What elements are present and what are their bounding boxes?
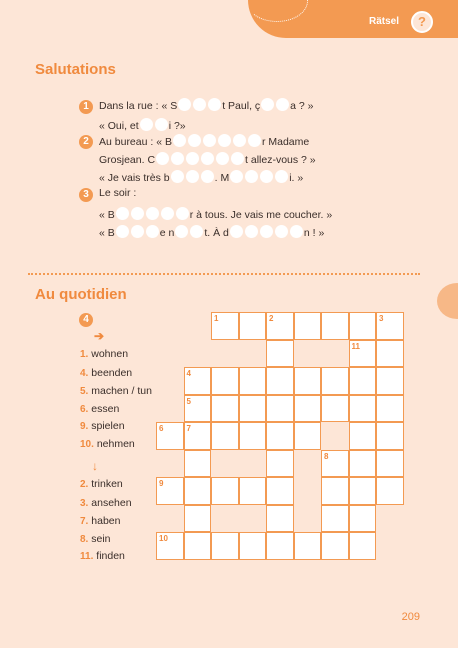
section-title-quotidien: Au quotidien: [35, 286, 127, 303]
blank-letter-slot[interactable]: [190, 225, 203, 238]
crossword-cell[interactable]: [376, 395, 404, 423]
blank-letter-slot[interactable]: [171, 152, 184, 165]
sentence-line: « Oui, et i ?»: [99, 120, 186, 132]
crossword-cell[interactable]: [184, 505, 212, 533]
blank-letter-slot[interactable]: [290, 225, 303, 238]
crossword-cell[interactable]: [266, 367, 294, 395]
exercise-number: 4: [79, 313, 93, 327]
crossword-cell[interactable]: [376, 477, 404, 505]
page-number: 209: [401, 611, 420, 623]
crossword-cell[interactable]: [184, 532, 212, 560]
sentence-line: Le soir :: [99, 187, 137, 199]
clue-item: 5. machen / tun: [80, 385, 152, 397]
crossword-cell[interactable]: [266, 532, 294, 560]
crossword-cell[interactable]: [211, 395, 239, 423]
blank-letter-slot[interactable]: [245, 225, 258, 238]
crossword-cell[interactable]: [349, 312, 377, 340]
clue-item: 1. wohnen: [80, 348, 129, 360]
crossword-cell[interactable]: [184, 422, 212, 450]
crossword-cell[interactable]: [266, 477, 294, 505]
blank-letter-slot[interactable]: [230, 170, 243, 183]
blank-letter-slot[interactable]: [260, 225, 273, 238]
clue-item: 4. beenden: [80, 367, 133, 379]
blank-letter-slot[interactable]: [171, 170, 184, 183]
clue-item: 10. nehmen: [80, 438, 135, 450]
crossword-cell[interactable]: [294, 312, 322, 340]
crossword-cell[interactable]: [294, 367, 322, 395]
blank-letter-slot[interactable]: [140, 118, 153, 131]
blank-letter-slot[interactable]: [260, 170, 273, 183]
sentence-line: « B e n t. À d n ! »: [99, 227, 325, 239]
blank-letter-slot[interactable]: [186, 170, 199, 183]
blank-letter-slot[interactable]: [233, 134, 246, 147]
crossword-cell[interactable]: [349, 532, 377, 560]
crossword-cell[interactable]: [321, 367, 349, 395]
crossword-cell[interactable]: [349, 367, 377, 395]
blank-letter-slot[interactable]: [275, 225, 288, 238]
sentence-line: « B r à tous. Je vais me coucher. »: [99, 209, 333, 221]
item-number: 1: [79, 100, 93, 114]
sentence-line: Dans la rue : « S t Paul, ç a ? »: [99, 100, 314, 112]
crossword-cell[interactable]: [321, 477, 349, 505]
crossword-cell[interactable]: [349, 477, 377, 505]
blank-letter-slot[interactable]: [230, 225, 243, 238]
crossword-cell[interactable]: [156, 422, 184, 450]
clue-item: 2. trinken: [80, 478, 123, 490]
crossword-cell[interactable]: [321, 395, 349, 423]
crossword-cell[interactable]: [266, 422, 294, 450]
crossword-cell[interactable]: [376, 450, 404, 478]
down-arrow-icon: ↓: [92, 459, 98, 473]
side-tab: [437, 283, 458, 319]
across-arrow-icon: ➔: [94, 329, 105, 343]
blank-letter-slot[interactable]: [193, 98, 206, 111]
question-icon: ?: [411, 11, 433, 33]
crossword-cell[interactable]: [211, 312, 239, 340]
crossword-cell[interactable]: [239, 422, 267, 450]
crossword-cell[interactable]: [266, 450, 294, 478]
item-number: 2: [79, 135, 93, 149]
blank-letter-slot[interactable]: [216, 152, 229, 165]
crossword-cell[interactable]: [156, 532, 184, 560]
crossword-cell[interactable]: [266, 312, 294, 340]
crossword-cell[interactable]: [239, 395, 267, 423]
blank-letter-slot[interactable]: [156, 152, 169, 165]
clue-item: 7. haben: [80, 515, 121, 527]
header-label: Rätsel: [368, 16, 399, 27]
cell-number: 11: [351, 341, 360, 351]
clue-item: 6. essen: [80, 403, 120, 415]
blank-letter-slot[interactable]: [116, 207, 129, 220]
cell-number: 3: [379, 314, 384, 323]
crossword-cell[interactable]: [349, 422, 377, 450]
blank-letter-slot[interactable]: [131, 207, 144, 220]
blank-letter-slot[interactable]: [248, 134, 261, 147]
blank-letter-slot[interactable]: [245, 170, 258, 183]
crossword-cell[interactable]: [239, 477, 267, 505]
blank-letter-slot[interactable]: [116, 225, 129, 238]
crossword-cell[interactable]: [184, 395, 212, 423]
crossword-cell[interactable]: [239, 367, 267, 395]
section-title-salutations: Salutations: [35, 61, 116, 78]
sentence-line: Au bureau : « B r Madame: [99, 136, 310, 148]
item-number: 3: [79, 188, 93, 202]
blank-letter-slot[interactable]: [208, 98, 221, 111]
blank-letter-slot[interactable]: [261, 98, 274, 111]
blank-letter-slot[interactable]: [276, 98, 289, 111]
blank-letter-slot[interactable]: [146, 207, 159, 220]
crossword-cell[interactable]: [211, 477, 239, 505]
crossword-cell[interactable]: [211, 532, 239, 560]
cell-number: 10: [159, 534, 168, 543]
crossword-cell[interactable]: [376, 312, 404, 340]
blank-letter-slot[interactable]: [173, 134, 186, 147]
blank-letter-slot[interactable]: [161, 207, 174, 220]
crossword-cell[interactable]: [266, 340, 294, 368]
clue-item: 3. ansehen: [80, 497, 132, 509]
crossword-cell[interactable]: [294, 532, 322, 560]
cell-number: 2: [269, 314, 274, 323]
crossword-cell[interactable]: [349, 450, 377, 478]
sentence-line: « Je vais très b . M i. »: [99, 172, 304, 184]
sentence-line: Grosjean. C t allez-vous ? »: [99, 154, 316, 166]
crossword-cell[interactable]: [349, 505, 377, 533]
crossword-cell[interactable]: [321, 312, 349, 340]
crossword-cell[interactable]: [349, 395, 377, 423]
blank-letter-slot[interactable]: [188, 134, 201, 147]
blank-letter-slot[interactable]: [201, 170, 214, 183]
crossword-cell[interactable]: [376, 367, 404, 395]
clue-item: 9. spielen: [80, 420, 125, 432]
clue-item: 8. sein: [80, 533, 111, 545]
clue-item: 11. finden: [80, 550, 125, 562]
crossword-cell[interactable]: [294, 422, 322, 450]
cell-number: 5: [186, 396, 191, 406]
blank-letter-slot[interactable]: [186, 152, 199, 165]
crossword-cell[interactable]: [184, 477, 212, 505]
blank-letter-slot[interactable]: [155, 118, 168, 131]
crossword-cell[interactable]: [321, 450, 349, 478]
cell-number: 9: [159, 479, 164, 488]
crossword-cell[interactable]: [184, 450, 212, 478]
crossword-cell[interactable]: [156, 477, 184, 505]
blank-letter-slot[interactable]: [178, 98, 191, 111]
crossword-cell[interactable]: [211, 422, 239, 450]
crossword-cell[interactable]: [376, 340, 404, 368]
blank-letter-slot[interactable]: [146, 225, 159, 238]
crossword-cell[interactable]: [184, 367, 212, 395]
crossword-cell[interactable]: [211, 367, 239, 395]
cell-number: 4: [186, 369, 191, 378]
blank-letter-slot[interactable]: [176, 207, 189, 220]
crossword-cell[interactable]: [321, 532, 349, 560]
blank-letter-slot[interactable]: [131, 225, 144, 238]
crossword-cell[interactable]: [376, 422, 404, 450]
crossword-cell[interactable]: [239, 312, 267, 340]
blank-letter-slot[interactable]: [175, 225, 188, 238]
crossword-cell[interactable]: [266, 505, 294, 533]
blank-letter-slot[interactable]: [218, 134, 231, 147]
cell-number: 1: [214, 314, 219, 323]
crossword-cell[interactable]: [239, 532, 267, 560]
crossword-cell[interactable]: [294, 395, 322, 423]
blank-letter-slot[interactable]: [231, 152, 244, 165]
blank-letter-slot[interactable]: [203, 134, 216, 147]
section-divider: [28, 273, 420, 275]
cell-number: 6: [159, 424, 164, 433]
crossword-cell[interactable]: [266, 395, 294, 423]
cell-number: 7: [186, 424, 191, 433]
crossword-cell[interactable]: [321, 505, 349, 533]
blank-letter-slot[interactable]: [275, 170, 288, 183]
cell-number: 8: [324, 451, 329, 461]
crossword-cell[interactable]: [349, 340, 377, 368]
blank-letter-slot[interactable]: [201, 152, 214, 165]
